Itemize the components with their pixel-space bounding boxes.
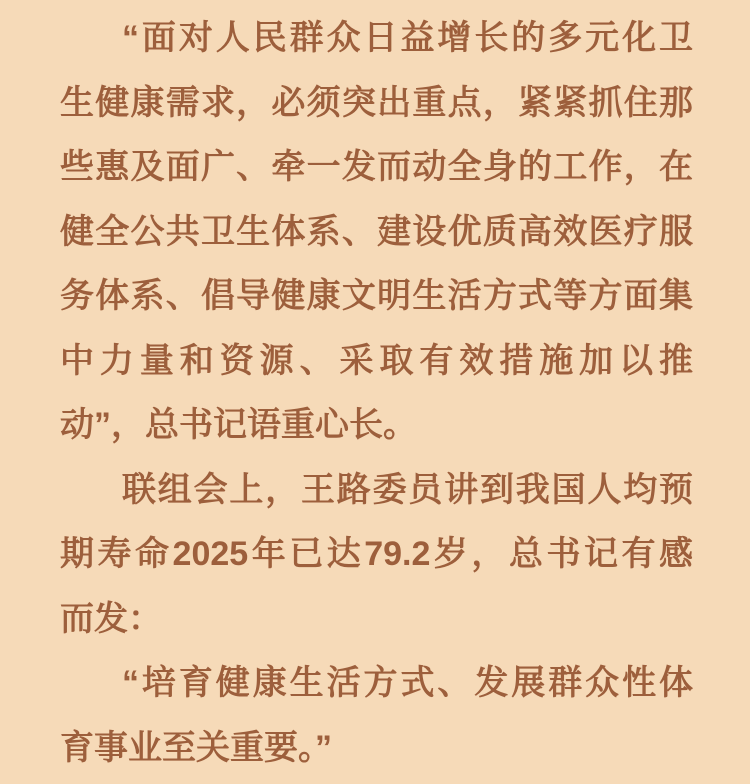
- paragraph-3-line: 育事业至关重要。”: [60, 728, 332, 767]
- paragraph-2-line: 期寿命2025年已达79.2岁，总书记有感: [60, 535, 693, 573]
- paragraph-1-line: 生健康需求，必须突出重点，紧紧抓住那: [60, 83, 693, 122]
- paragraph-2-line: 联组会上，王路委员讲到我国人均预: [122, 470, 693, 509]
- paragraph-1-line: 动”，总书记语重心长。: [60, 406, 417, 444]
- paragraph-1-line: 务体系、倡导健康文明生活方式等方面集: [60, 277, 693, 315]
- paragraph-3-line: “培育健康生活方式、发展群众性体: [122, 664, 693, 702]
- paragraph-1-line: “面对人民群众日益增长的多元化卫: [122, 19, 693, 57]
- paragraph-1-line: 健全公共卫生体系、建设优质高效医疗服: [60, 212, 693, 251]
- paragraph-1-line: 些惠及面广、牵一发而动全身的工作，在: [60, 148, 693, 186]
- paragraph-2-line: 而发：: [60, 599, 162, 638]
- paragraph-1-line: 中力量和资源、采取有效措施加以推: [60, 341, 693, 380]
